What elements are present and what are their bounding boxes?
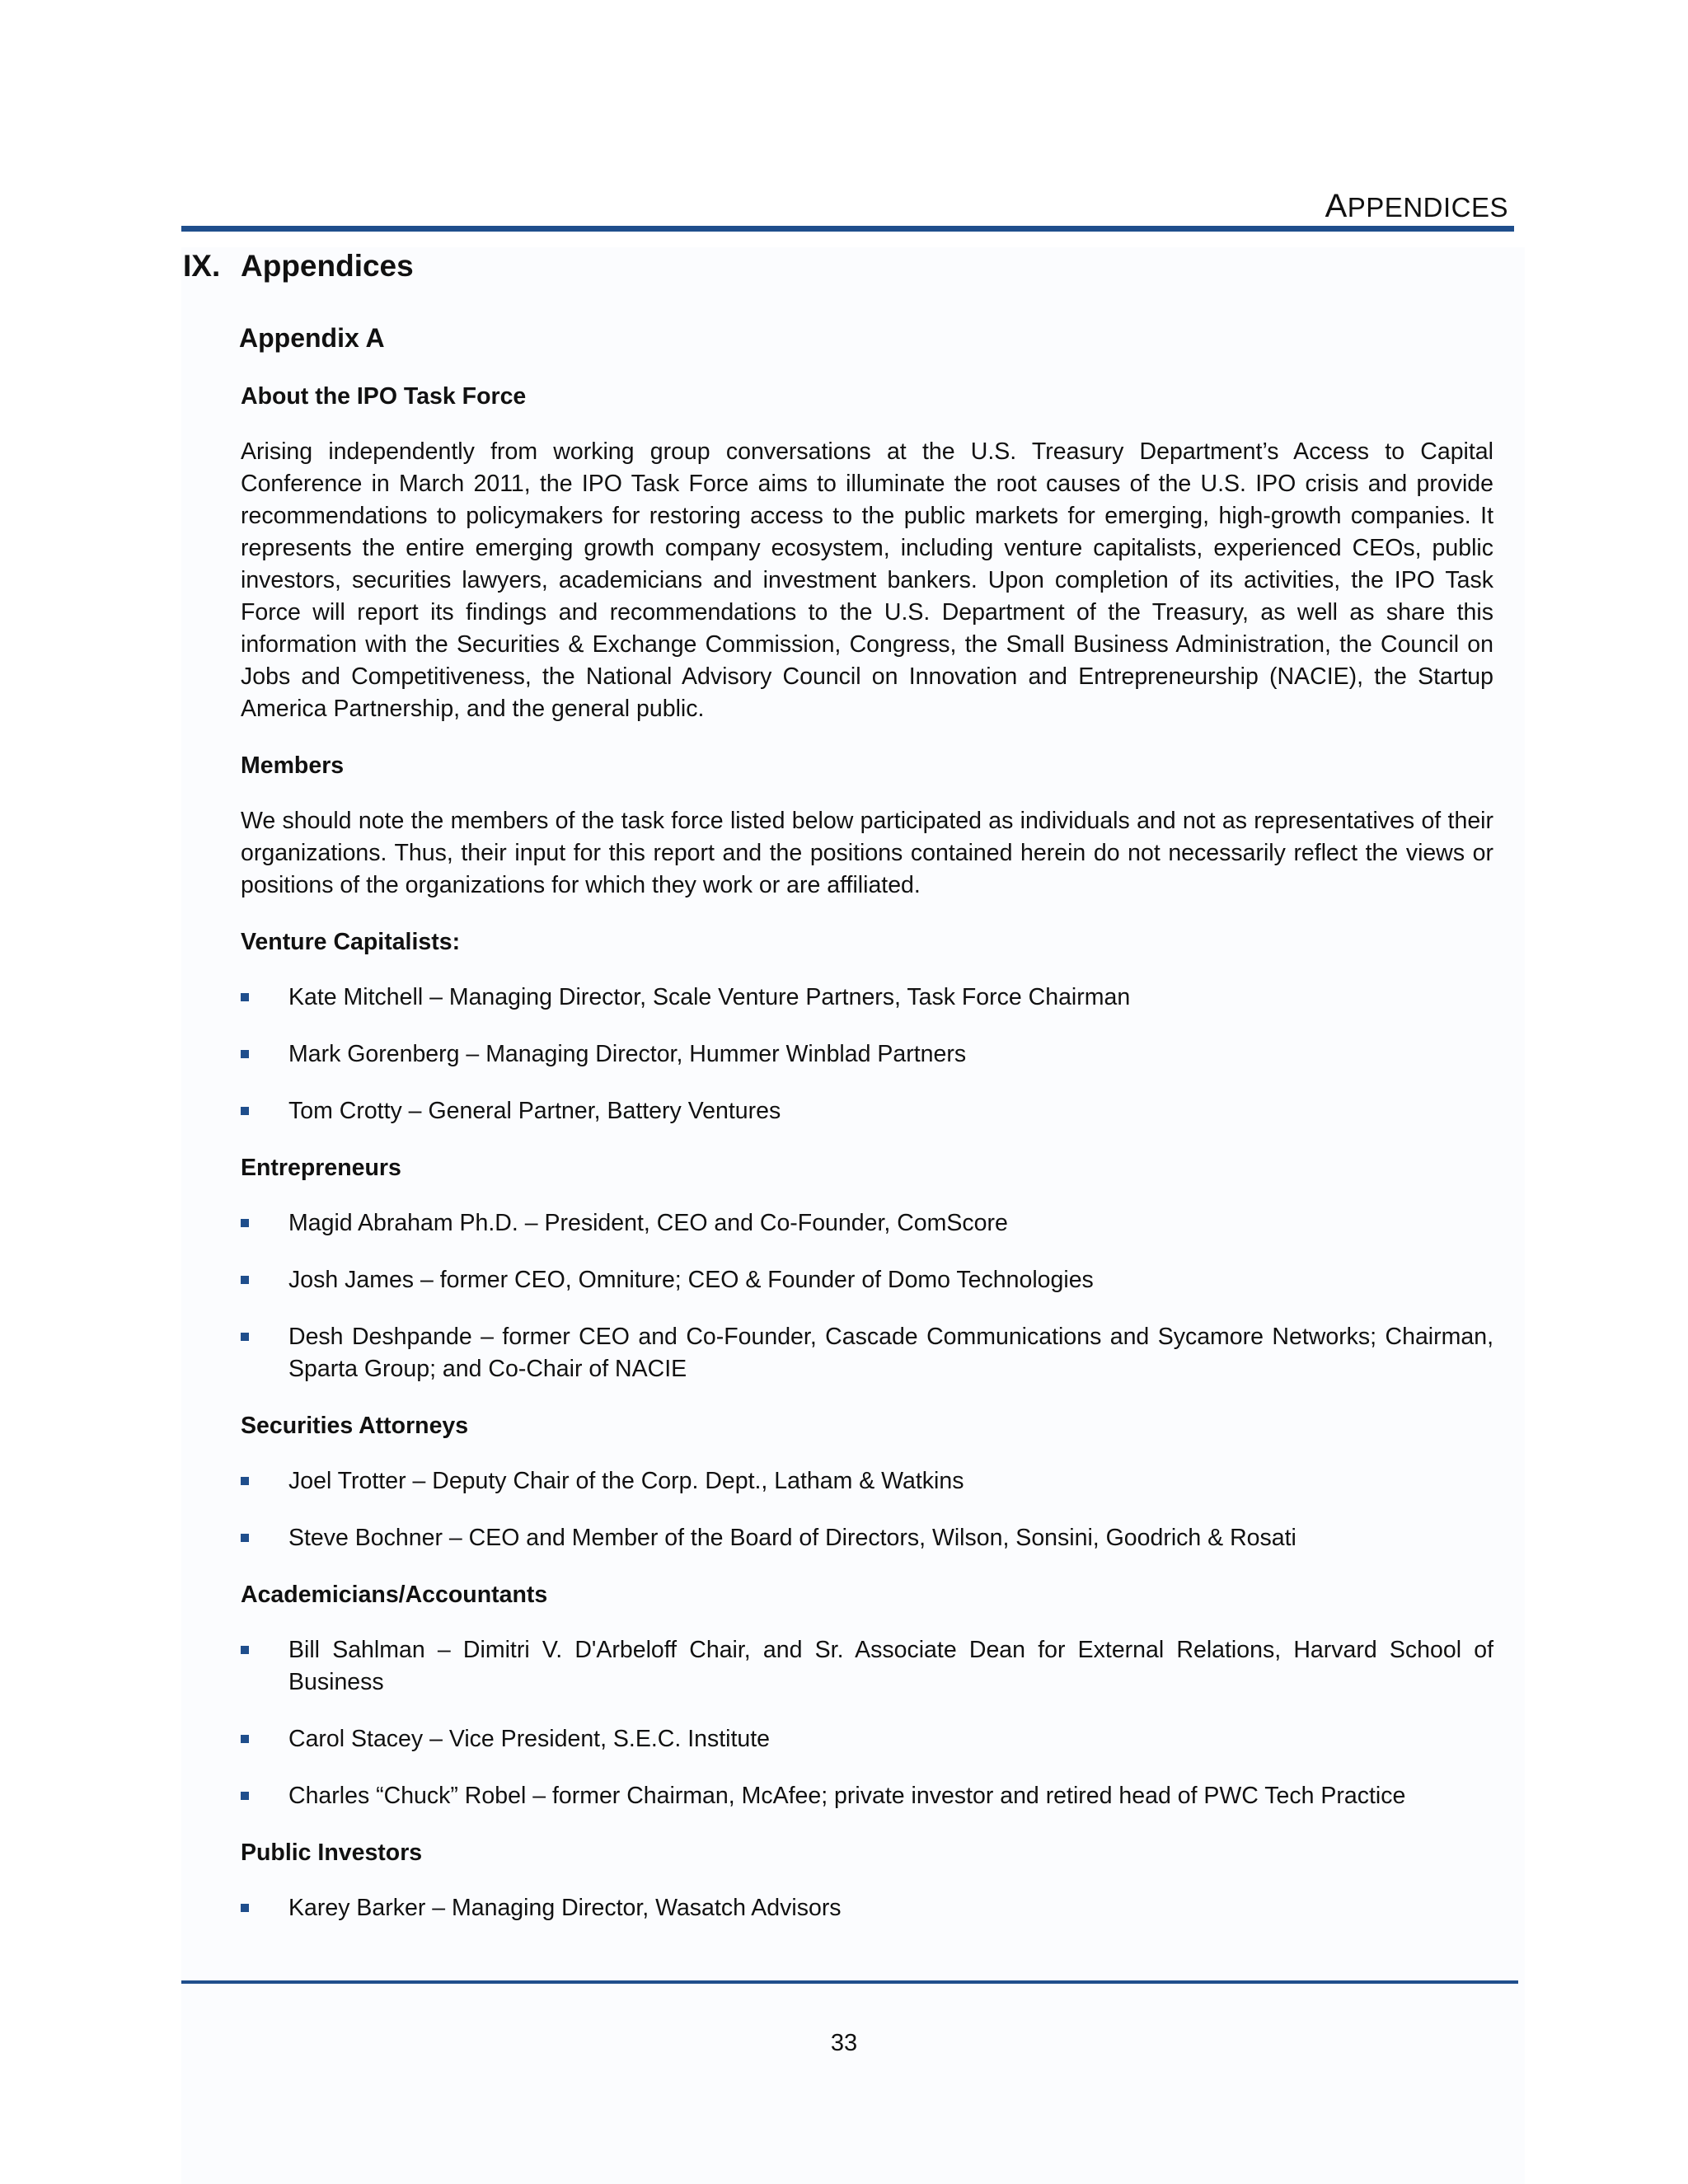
square-bullet-icon (241, 1646, 249, 1654)
list-item (241, 1723, 1493, 1755)
group-heading-academicians-accountants: Academicians/Accountants (241, 1582, 548, 1608)
list-item-text: Carol Stacey – Vice President, S.E.C. Institute (288, 1726, 770, 1752)
square-bullet-icon (241, 993, 249, 1001)
list-item-text: Bill Sahlman – Dimitri V. D'Arbeloff Chair, and Sr. Associate Dean for External Relations, Harvard School of Business (288, 1637, 1493, 1695)
securities-attorneys-list (241, 1465, 1493, 1554)
academicians-accountants-list (241, 1634, 1493, 1812)
list-item (241, 1522, 1493, 1554)
list-item-text: Karey Barker – Managing Director, Wasatch Advisors (288, 1895, 842, 1921)
list-item (241, 1780, 1493, 1812)
group-heading-securities-attorneys: Securities Attorneys (241, 1413, 469, 1439)
page-number: 33 (830, 2030, 858, 2056)
list-item (241, 1892, 1493, 1924)
list-item-text: Charles “Chuck” Robel – former Chairman, McAfee; private investor and retired head of PWC Tech Practice (288, 1783, 1406, 1809)
footer-rule (181, 1980, 1518, 1984)
group-heading-venture-capitalists: Venture Capitalists: (241, 929, 461, 955)
list-item (241, 1207, 1493, 1240)
square-bullet-icon (241, 1477, 249, 1485)
body-content (241, 381, 1493, 1949)
group-heading-entrepreneurs: Entrepreneurs (241, 1155, 401, 1181)
square-bullet-icon (241, 1333, 249, 1341)
list-item-text: Desh Deshpande – former CEO and Co-Founder, Cascade Communications and Sycamore Networks; Chairman, Sparta Group; and Co-Chair of NACIE (288, 1324, 1493, 1382)
square-bullet-icon (241, 1276, 249, 1284)
square-bullet-icon (241, 1219, 249, 1227)
square-bullet-icon (241, 1534, 249, 1542)
members-paragraph: We should note the members of the task force listed below participated as individuals and not as representatives of their organizations. Thus, their input for this report and the positions contained herein do not necessarily reflect the views or positions of the organizations for which they work or are affiliated. (241, 808, 1493, 898)
appendix-title: Appendix A (239, 323, 385, 353)
square-bullet-icon (241, 1735, 249, 1743)
list-item (241, 1038, 1493, 1071)
square-bullet-icon (241, 1904, 249, 1912)
public-investors-list (241, 1892, 1493, 1924)
about-heading: About the IPO Task Force (241, 383, 527, 410)
list-item-text: Kate Mitchell – Managing Director, Scale Venture Partners, Task Force Chairman (288, 984, 1131, 1010)
section-number: IX. (183, 249, 221, 283)
list-item (241, 982, 1493, 1014)
list-item-text: Steve Bochner – CEO and Member of the Board of Directors, Wilson, Sonsini, Goodrich & Rosati (288, 1525, 1296, 1551)
section-title (183, 249, 414, 284)
running-header-initial: A (1325, 188, 1348, 224)
running-header-rest: PPENDICES (1347, 192, 1508, 223)
entrepreneurs-list (241, 1207, 1493, 1385)
list-item (241, 1465, 1493, 1497)
list-item-text: Josh James – former CEO, Omniture; CEO & Founder of Domo Technologies (288, 1267, 1094, 1293)
list-item (241, 1321, 1493, 1385)
group-heading-public-investors: Public Investors (241, 1840, 423, 1866)
header-rule (181, 226, 1514, 232)
about-paragraph: Arising independently from working group conversations at the U.S. Treasury Department’s Access to Capital Conference in March 2011, the IPO Task Force aims to illuminate the root causes of the U.S. IPO crisis and provide recommendations to policymakers for restoring access to the public markets for emerging, high-growth companies. It represents the entire emerging growth company ecosystem, including venture capitalists, experienced CEOs, public investors, securities lawyers, academicians and investment bankers. Upon completion of its activities, the IPO Task Force will report its findings and recommendations to the U.S. Department of the Treasury, as well as share this information with the Securities & Exchange Commission, Congress, the Small Business Administration, the Council on Jobs and Competitiveness, the National Advisory Council on Innovation and Entrepreneurship (NACIE), the Startup America Partnership, and the general public. (241, 438, 1493, 722)
members-heading: Members (241, 752, 345, 779)
square-bullet-icon (241, 1107, 249, 1115)
section-title-text: Appendices (241, 249, 414, 283)
square-bullet-icon (241, 1050, 249, 1058)
list-item-text: Magid Abraham Ph.D. – President, CEO and Co-Founder, ComScore (288, 1210, 1008, 1236)
square-bullet-icon (241, 1792, 249, 1800)
list-item-text: Joel Trotter – Deputy Chair of the Corp. Dept., Latham & Watkins (288, 1468, 964, 1494)
venture-capitalists-list (241, 982, 1493, 1127)
list-item (241, 1095, 1493, 1127)
list-item (241, 1634, 1493, 1699)
list-item-text: Mark Gorenberg – Managing Director, Hummer Winblad Partners (288, 1041, 967, 1067)
running-header (1325, 188, 1508, 225)
list-item-text: Tom Crotty – General Partner, Battery Ventures (288, 1098, 781, 1124)
list-item (241, 1264, 1493, 1296)
